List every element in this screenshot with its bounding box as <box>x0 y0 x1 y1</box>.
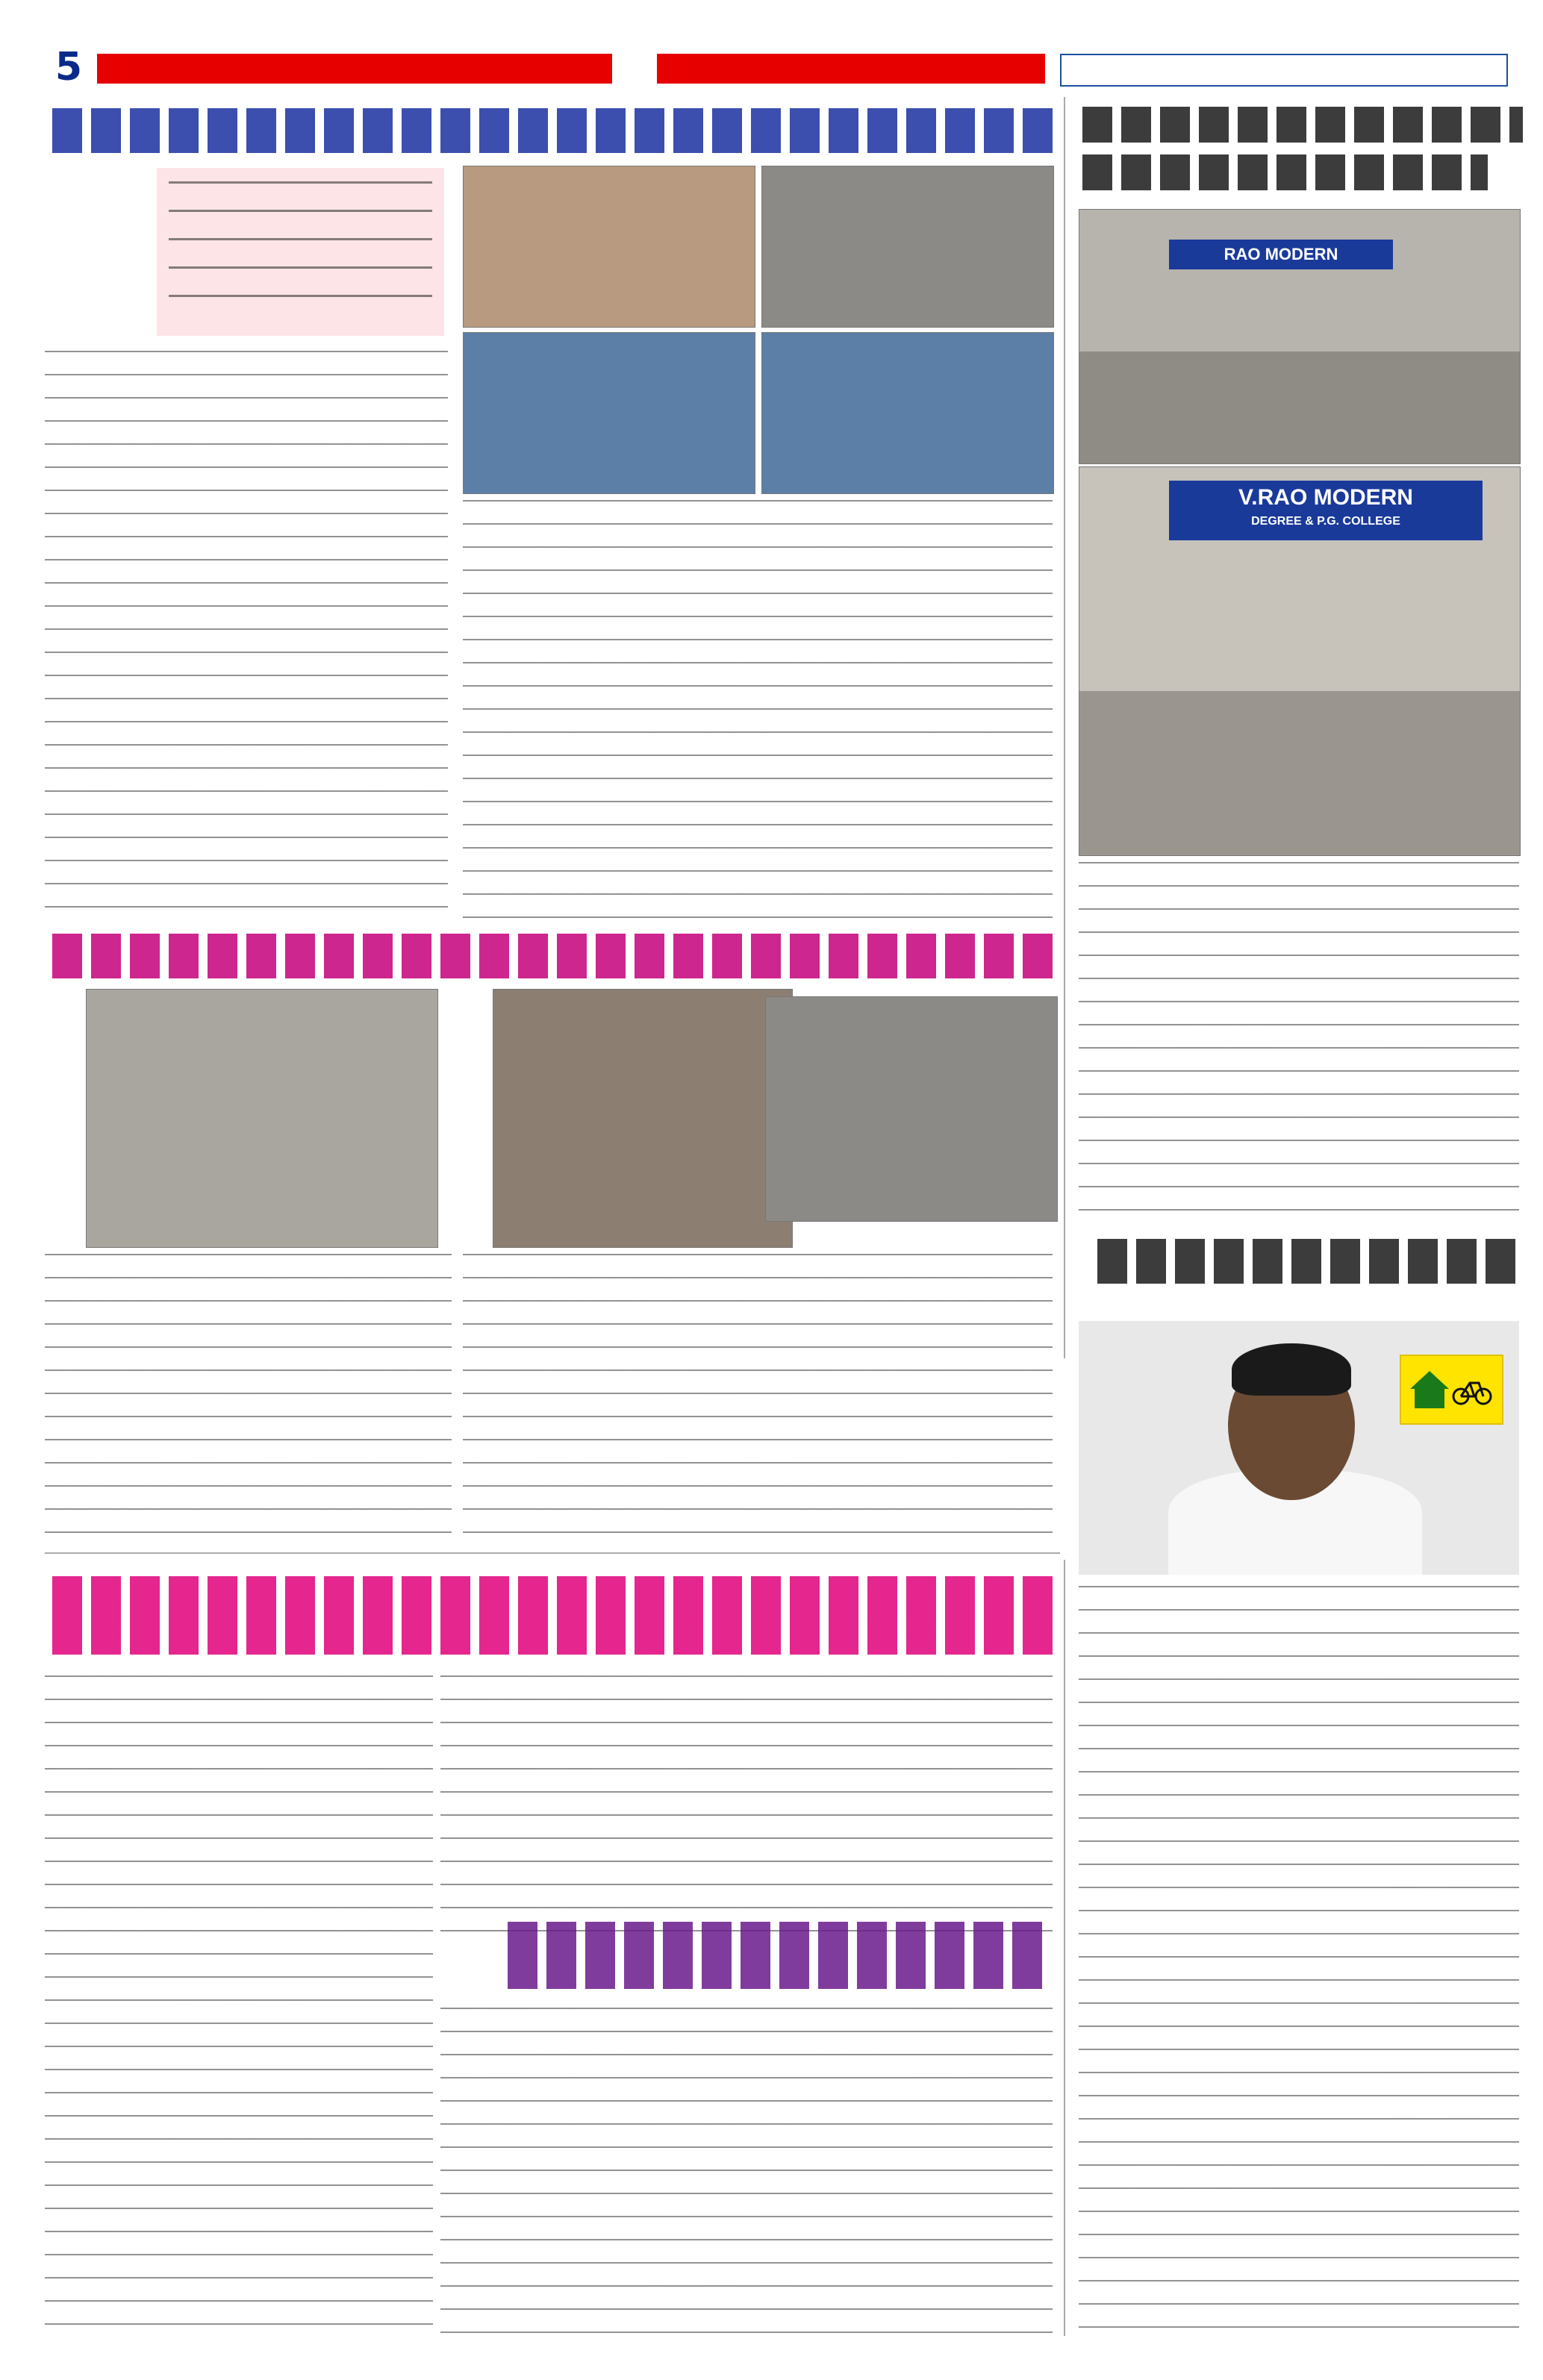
photo-meeting-4 <box>761 332 1054 494</box>
photo-council-3 <box>765 996 1058 1222</box>
photo-meeting-2 <box>761 166 1054 328</box>
headline-jal-jeevan <box>52 104 1053 157</box>
article-body-jal-jeevan-col1 <box>45 351 448 922</box>
article-body-municipal-col2 <box>463 1254 1053 1537</box>
article-body-semester-results <box>1079 862 1519 1224</box>
photo-meeting-3 <box>463 332 755 494</box>
article-body-tdp <box>1079 1586 1519 2332</box>
article-body-radha-ram-col2 <box>440 1675 1053 1937</box>
headline-radha-ram <box>52 1567 1053 1664</box>
page-number: 5 <box>54 45 83 90</box>
bicycle-icon <box>1452 1374 1492 1407</box>
article-body-jal-jeevan-col2 <box>463 500 1053 925</box>
section-divider <box>45 1552 1060 1554</box>
article-body-radha-ram-col1 <box>45 1675 433 2336</box>
article-body-garuda <box>440 2008 1053 2336</box>
college-sign-2: V.RAO MODERN DEGREE & P.G. COLLEGE <box>1169 481 1483 540</box>
headline-tdp <box>1097 1231 1515 1291</box>
headline-semester-results <box>1082 101 1523 198</box>
photo-meeting-1 <box>463 166 755 328</box>
party-logo-icon <box>1400 1355 1503 1425</box>
column-rule <box>1064 97 1065 1358</box>
photo-council-2 <box>493 989 793 1248</box>
photo-college-group-1 <box>1079 209 1521 464</box>
masthead-bar-right <box>657 54 1045 84</box>
photo-college-group-2 <box>1079 466 1521 856</box>
headline-operation-garuda <box>508 1914 1045 1996</box>
house-icon <box>1410 1371 1449 1389</box>
article-body-municipal-col1 <box>45 1254 452 1537</box>
date-line <box>1060 54 1508 87</box>
deck-box <box>157 168 444 336</box>
headline-municipal-council <box>52 929 1053 983</box>
photo-council-1 <box>86 989 438 1248</box>
column-rule-lower <box>1064 1560 1065 2336</box>
college-sign-1: RAO MODERN <box>1169 240 1393 269</box>
masthead-bar-left <box>97 54 612 84</box>
